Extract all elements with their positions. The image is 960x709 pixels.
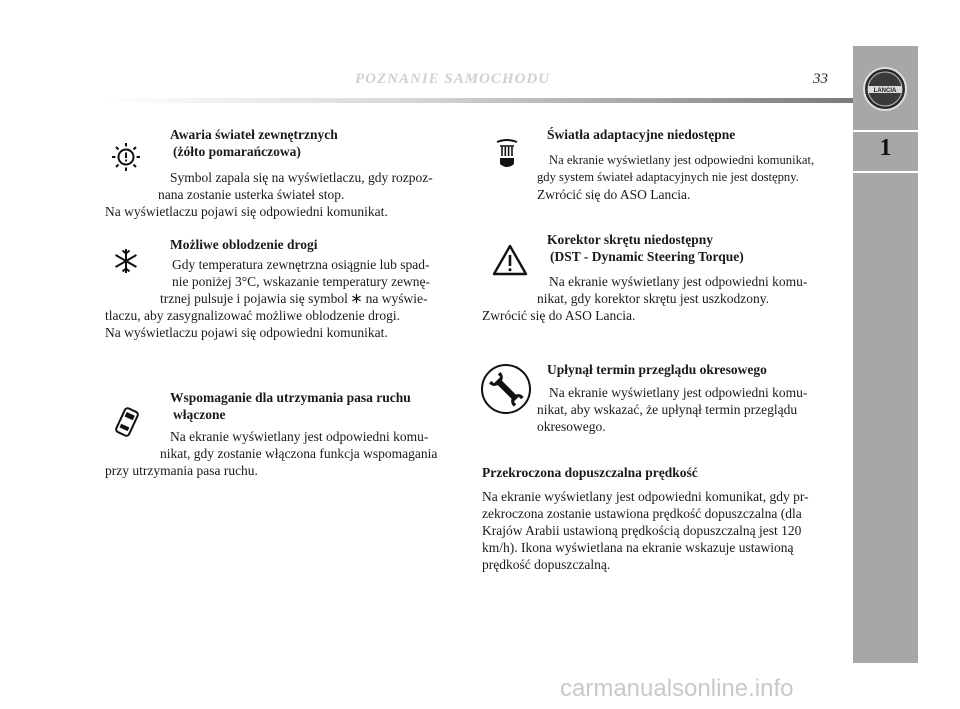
warning-triangle-icon (491, 243, 529, 277)
service-due-body: Na ekranie wyświetlany jest odpowiedni komu- nikat, aby wskazać, że upłynął termin przeglądu okresowego. (537, 385, 808, 434)
lancia-logo-icon (862, 66, 908, 112)
steering-corrector-title: Korektor skrętu niedostępny (DST - Dynamic Steering Torque) (547, 232, 744, 264)
exterior-light-fault-body: Symbol zapala się na wyświetlaczu, gdy rozpoz- nana zostanie usterka świateł stop. Na wyświetlaczu pojawi się odpowiedni komunikat. (105, 170, 433, 219)
snowflake-inline-icon (351, 293, 362, 304)
service-due-title: Upłynął termin przeglądu okresowego (547, 362, 767, 377)
exterior-light-fault-title: Awaria świateł zewnętrznych (żółto pomarańczowa) (170, 127, 338, 159)
speed-exceeded-title: Przekroczona dopuszczalna prędkość (482, 465, 698, 480)
lane-assist-body: Na ekranie wyświetlany jest odpowiedni komu- nikat, gdy zostanie włączona funkcja wspomagania przy utrzymania pasa ruchu. (105, 429, 438, 478)
page-number: 33 (813, 71, 828, 87)
adaptive-lights-body: Na ekranie wyświetlany jest odpowiedni komunikat, gdy system świateł adaptacyjnych nie jest dostępny. Zwrócić się do ASO Lancia. (537, 153, 815, 202)
tab-divider (853, 171, 918, 173)
section-title: POZNANIE SAMOCHODU (355, 71, 551, 87)
lane-assist-title: Wspomaganie dla utrzymania pasa ruchu włączone (170, 390, 411, 422)
road-ice-body: Gdy temperatura zewnętrzna osiągnie lub spad- nie poniżej 3°C, wskazanie temperatury zewnę- trznej pulsuje i pojawia się symbol na wyświe- tlaczu, aby zasygnalizować możliwe oblodzenie drogi. Na wyświetlaczu pojawi się odpowiedni komunikat. (105, 257, 431, 340)
exterior-light-fault-icon (110, 140, 142, 172)
svg-text:LANCIA: LANCIA (873, 88, 897, 94)
speed-exceeded-body: Na ekranie wyświetlany jest odpowiedni komunikat, gdy pr- zekroczona zostanie ustawiona prędkość dopuszczalna (dla Krajów Arabii ustawioną prędkością dopuszczalną jest 120 km/h). Ikona wyświetlana na ekranie wskazuje ustawioną prędkość dopuszczalną. (482, 489, 809, 572)
header-rule (105, 98, 853, 103)
road-ice-title: Możliwe oblodzenie drogi (170, 237, 318, 252)
tab-divider (853, 130, 918, 132)
watermark: carmanualsonline.info (560, 675, 794, 702)
steering-corrector-body: Na ekranie wyświetlany jest odpowiedni komu- nikat, gdy korektor skrętu jest uszkodzony. Zwrócić się do ASO Lancia. (482, 274, 808, 323)
adaptive-lights-title: Światła adaptacyjne niedostępne (547, 127, 736, 142)
chapter-number: 1 (879, 135, 892, 161)
